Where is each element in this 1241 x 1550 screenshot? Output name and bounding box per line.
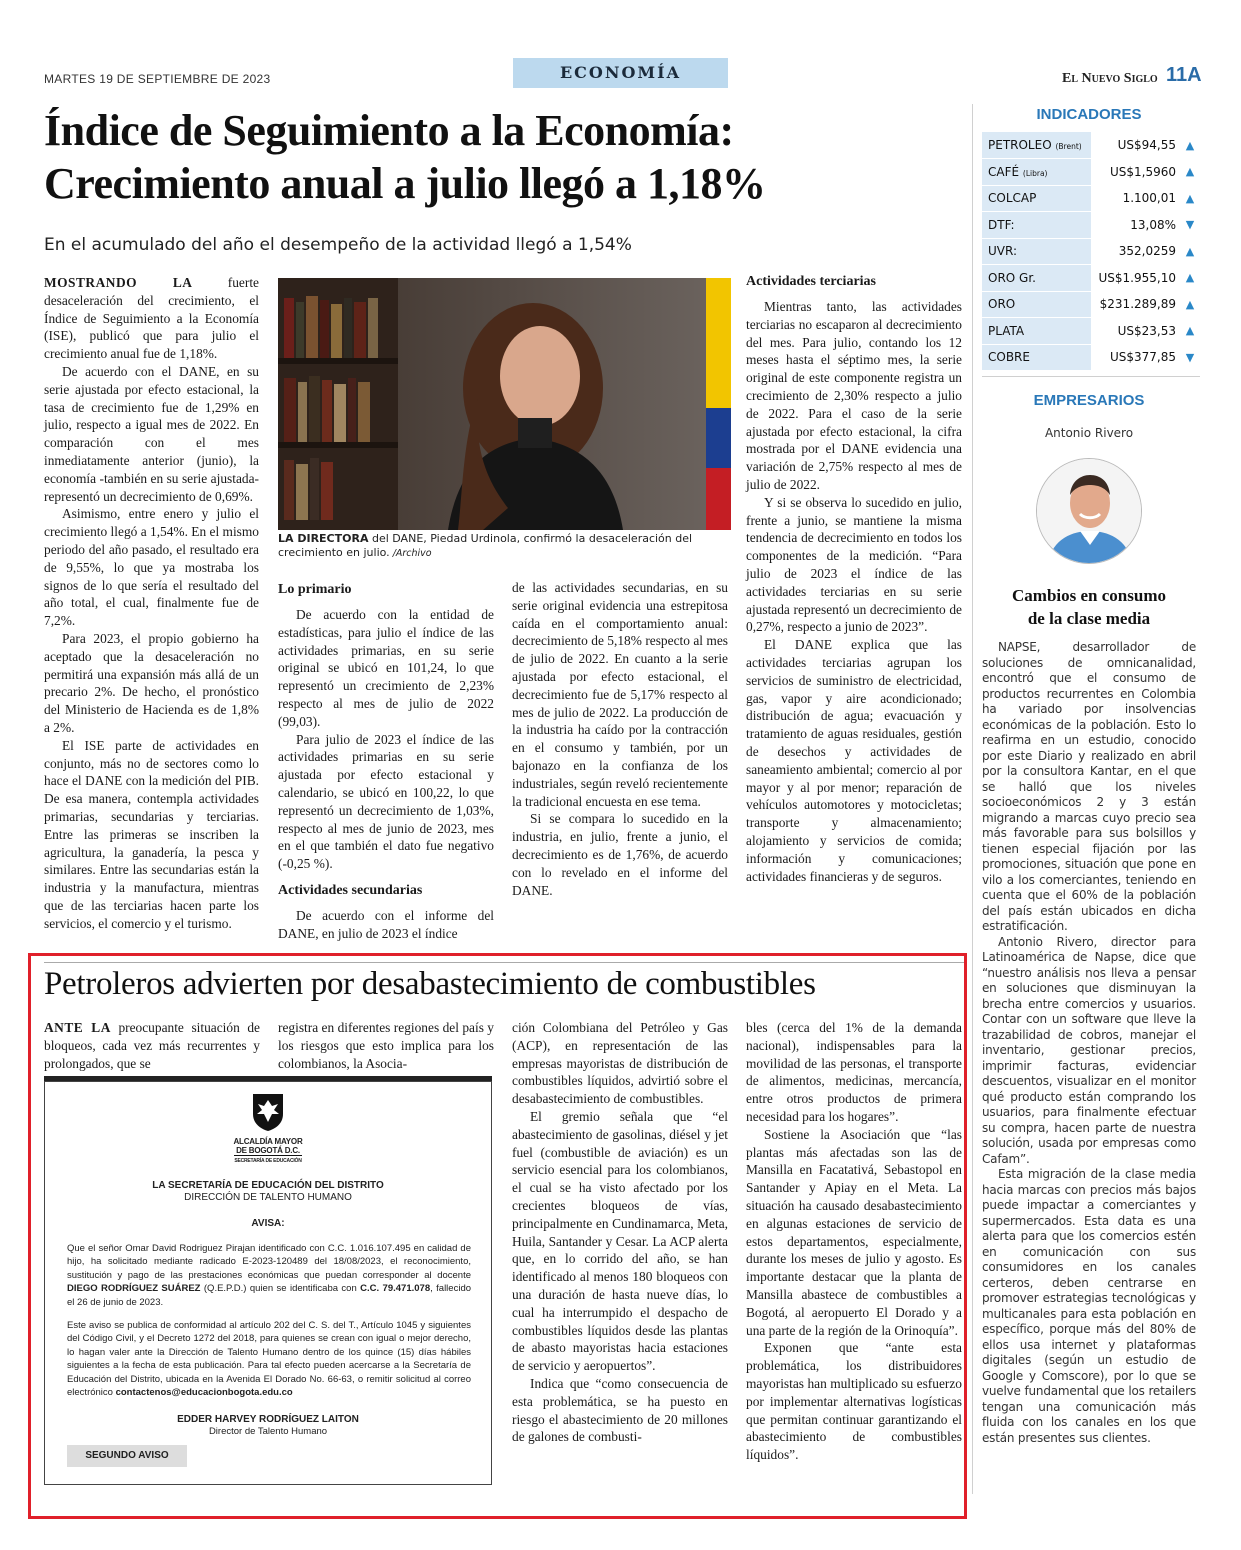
indicator-label: COLCAP: [988, 191, 1037, 206]
arrow-down-icon: ▼: [1180, 344, 1200, 371]
lead-in: ANTE LA: [44, 1020, 111, 1035]
newspaper-name: El Nuevo Siglo: [1062, 71, 1158, 86]
indicator-label: CAFÉ: [988, 164, 1020, 179]
ad-deceased-name: DIEGO RODRÍGUEZ SUÁREZ: [67, 1283, 201, 1295]
paragraph-text: fuerte desaceleración del crecimiento, el Índice de Seguimiento a la Economía (ISE), publicó que para julio el crecimiento anual fue de 1,18%.: [44, 275, 259, 362]
arrow-up-icon: ▲: [1180, 265, 1200, 292]
column-headline: [980, 584, 1198, 630]
paragraph: Antonio Rivero, director para Latinoamérica de Napse, dice que “nuestro análisis nos lleva a pensar en soluciones que disminuyan la brecha entre comercios y usuarios. Contar con un software que lleve la trazabilidad de cobros, manejar el inventario, gestionar precios, imprimir facturas, evidenciar descuentos, visualizar en el monitor qué producto están comprando los usuarios, para finalmente efectuar su compra, hacen parte de nuestra solución, usada por empresas como Cafam”.: [982, 934, 1196, 1166]
page-number: 11A: [1166, 64, 1202, 86]
ad-text: , fallecido el 26 de junio de 2023.: [67, 1283, 472, 1308]
photo-credit: /Archivo: [389, 548, 432, 559]
author-name: Antonio Rivero: [1044, 426, 1134, 440]
ad-organization: LA SECRETARÍA DE EDUCACIÓN DEL DISTRITO: [152, 1180, 384, 1191]
paragraph: de las actividades secundarias, en su serie original evidencia una estrepitosa caída en el comportamiento anual: decrecimiento de 5,18% respecto al mes de julio de 2022. En cuanto a la serie ajustada por efecto estacional, el decrecimiento fue de 5,17% respecto al mes de julio de 2022. La producción de la industria ha caído por la contracción en el consumo y también, por un bajonazo en la confianza de los industriales, según reveló recientemente la tradicional encuesta en ese tema.: [512, 580, 728, 809]
paragraph: Asimismo, entre enero y julio el crecimiento llegó a 1,54%. En el mismo periodo del año pasado, el resultado era de 9,55%, lo que ya mostraba los signos de lo que sería el resultado del año total, el cual, finalmente fue de 7,2%.: [44, 506, 259, 629]
paragraph: Si se compara lo sucedido en la industria, en julio, frente a junio, el decrecimiento es de 1,76%, de acuerdo con lo revelado en el informe del DANE.: [512, 811, 728, 898]
ad-text: Este aviso se publica de conformidad al artículo 202 del C. S. del T., Artículo 1045 y siguientes del Código Civil, y el Decreto 1272 del 2018, para quienes se crean con igual o mejor derecho, lo hagan valer ante la Dirección de Talento Humano dentro de los quince (15) días hábiles siguientes a la fecha de esta publicación. Para tal efecto pueden acercarse a la Secretaría de Educación del Distrito, ubicada en la Avenida El Dorado No. 66-63, o remitir solicitud al correo electrónico: [67, 1320, 471, 1399]
paragraph: Y si se observa lo sucedido en julio, frente a junio, se mantiene la misma tendencia de decrecimiento en todos los componentes de la medición. “Para julio de 2023 el índice de las actividades terciarias en su serie ajustada representó un decrecimiento de 0,27%, respecto a junio de 2023”.: [746, 494, 962, 635]
indicator-row: [982, 185, 1200, 212]
article2-column-4: [746, 1019, 962, 1464]
indicator-note: (Brent): [1055, 142, 1082, 151]
indicator-name: [982, 212, 1091, 239]
article2-headline: Petroleros advierten por desabastecimiento de combustibles: [44, 966, 816, 1002]
ad-paragraph-2: [67, 1319, 471, 1399]
article2-column-1: [44, 1019, 260, 1072]
indicator-label: UVR:: [988, 244, 1018, 259]
arrow-up-icon: ▲: [1180, 132, 1200, 159]
paragraph: [44, 1019, 260, 1072]
indicator-row: [982, 238, 1200, 265]
ad-deceased-id: C.C. 79.471.078: [360, 1283, 431, 1295]
indicator-label: COBRE: [988, 350, 1030, 365]
indicator-label: PLATA: [988, 323, 1025, 338]
indicator-label: ORO: [988, 297, 1016, 312]
article-column-2: [278, 576, 494, 943]
paragraph: Esta migración de la clase media hacia marcas con precios más bajos puede impactar a comerciantes y supermercados. Esta data es una alerta para que los comercios estén en comunicación con sus consumidores en los canales certeros, deben centrarse en promover estrategias tecnológicas y multicanales para esta población en específico, porque más del 80% de ellos usa internet y plataformas digitales (según un estudio de Google y Comscore), por lo que se vuelve fundamental que los retailers tengan una comunicación más fluida con los canales en los que están presentes sus clientes.: [982, 1167, 1196, 1445]
ad-avisa: AVISA:: [251, 1218, 285, 1229]
indicator-value: 1.100,01: [1091, 185, 1180, 212]
ad-notice-badge: SEGUNDO AVISO: [67, 1445, 187, 1467]
ad-paragraph-1: [67, 1242, 471, 1309]
subheadline: En el acumulado del año el desempeño de la actividad llegó a 1,54%: [44, 235, 632, 255]
column-body: [982, 640, 1196, 1446]
paragraph: Indica que “como consecuencia de esta problemática, se ha puesto en riesgo el abastecimiento de 20 millones de galones de combusti-: [512, 1375, 728, 1445]
indicator-name: [982, 265, 1091, 292]
logo-line: ALCALDÍA MAYOR: [233, 1137, 303, 1146]
arrow-up-icon: ▲: [1180, 159, 1200, 186]
indicator-row: [982, 318, 1200, 345]
paragraph: bles (cerca del 1% de la demanda nacional), indispensables para la movilidad de las personas, el transporte de alimentos, medicinas, mercancía, entre otros productos de primera necesidad para los hogares”.: [746, 1020, 962, 1124]
arrow-down-icon: ▼: [1180, 212, 1200, 239]
sidebar-divider: [972, 104, 973, 1494]
arrow-up-icon: ▲: [1180, 238, 1200, 265]
coat-of-arms-icon: [251, 1092, 285, 1132]
paragraph: Sostiene la Asociación que “las plantas más afectadas son las de Mansilla en Facatativá, Sebastopol en Santander y Apiay en el Meta. La situación ha causado desabastecimiento en algunas estaciones de servicio de estos departamentos, especialmente, durante los meses de julio y agosto. Es importante destacar que la planta de Mansilla abastece de combustibles a Bogotá, al aeropuerto El Dorado y a una parte de la región de la Orinoquía”.: [746, 1126, 962, 1338]
paragraph: De acuerdo con el DANE, en su serie ajustada por efecto estacional, la tasa de crecimiento fue de 1,29% en julio, respecto a igual mes de 2022. En comparación con el mes inmediatamente anterior (junio), la economía -también en su serie ajustada- representó un decrecimiento de 0,69%.: [44, 363, 259, 504]
column-headline-line-2: de la clase media: [1027, 609, 1151, 628]
caption-text: del DANE, Piedad Urdinola, confirmó la desaceleración del crecimiento en julio.: [278, 532, 693, 559]
indicator-name: [982, 159, 1091, 186]
indicators-title: INDICADORES: [1036, 106, 1142, 123]
paragraph: [44, 274, 259, 363]
indicator-value: 352,0259: [1091, 238, 1180, 265]
bogota-logo: [45, 1092, 491, 1137]
empresarios-title: EMPRESARIOS: [1033, 392, 1145, 409]
ad-email: contactenos@educacionbogota.edu.co: [115, 1387, 293, 1399]
indicator-row: [982, 132, 1200, 159]
ad-text: (Q.E.P.D.) quien se identificaba con: [200, 1283, 361, 1295]
section-banner: ECONOMÍA: [513, 58, 728, 88]
paragraph: El gremio señala que “el abastecimiento de gasolinas, diésel y jet fuel (combustible de aviación) es un servicio esencial para los colombianos, el cual se ha visto afectado por los crecientes bloqueos de vías, principalmente en Cundinamarca, Meta, Huila, Santander y Cesar. La ACP alerta que, en lo corrido del año, se han identificado al menos 180 bloqueos con una duración de hasta nueve días, lo cual ha interrumpido el despacho de combustibles líquidos desde las plantas de abasto mayoristas hacia estaciones de servicio y aeropuertos”.: [512, 1108, 728, 1374]
article-column-4: [746, 274, 962, 885]
indicator-row: [982, 159, 1200, 186]
indicator-label: ORO Gr.: [988, 270, 1036, 285]
indicator-name: [982, 185, 1091, 212]
public-notice-ad: [44, 1081, 492, 1485]
ad-department: DIRECCIÓN DE TALENTO HUMANO: [184, 1192, 352, 1203]
indicator-name: [982, 132, 1091, 159]
indicator-value: US$1,5960: [1091, 159, 1180, 186]
indicator-row: [982, 291, 1200, 318]
indicator-label: PETROLEO: [988, 138, 1052, 152]
indicator-row: [982, 212, 1200, 239]
paragraph: ción Colombiana del Petróleo y Gas (ACP), en representación de las empresas mayoristas de distribución de combustibles líquidos, advirtió sobre el desabastecimiento de combustibles.: [512, 1020, 728, 1107]
paragraph-text: preocupante situación de bloqueos, cada vez más recurrentes y prolongados, que se: [44, 1020, 260, 1071]
ad-signer-role: Director de Talento Humano: [208, 1426, 328, 1437]
indicator-value: US$1.955,10: [1091, 265, 1180, 292]
divider: [982, 376, 1200, 377]
paragraph: Para julio de 2023 el índice de las actividades primarias en su serie ajustada por efecto estacional y calendario, se ubicó en 100,22, lo que representó un decrecimiento de 1,03%, respecto al mes de junio de 2023, mes en el que también el dato fue negativo (-0,25 %).: [278, 731, 494, 872]
paragraph: El ISE parte de actividades en conjunto, más no de sectores como lo hace el DANE con la medición del PIB. De esa manera, contempla actividades primarias, secundarias y terciarias. Entre las primeras se inscriben la agricultura, la ganadería, la pesca y similares. Entre las secundarias están la industria y la manufactura, mientras que de las terciarias hacen parte los servicios, el comercio y el turismo.: [44, 737, 259, 931]
article2-column-2: [278, 1019, 494, 1072]
main-headline: [44, 104, 964, 210]
ad-text: Que el señor Omar David Rodriguez Pirajan identificado con C.C. 1.016.107.495 en calidad de hijo, ha solicitado mediante radicado E-2023-120489 del 18/08/2023, el reconocimiento, sustitución y pago de las prestaciones económicas que puedan corresponder al docente: [67, 1243, 471, 1281]
page-date: MARTES 19 DE SEPTIEMBRE DE 2023: [44, 72, 271, 86]
photo-caption: [278, 532, 731, 561]
indicator-value: US$23,53: [1091, 318, 1180, 345]
lead-in: MOSTRANDO LA: [44, 275, 193, 290]
indicator-row: [982, 265, 1200, 292]
indicator-value: 13,08%: [1091, 212, 1180, 239]
ad-signer: EDDER HARVEY RODRÍGUEZ LAITON: [177, 1414, 359, 1425]
section-heading: Actividades secundarias: [278, 882, 423, 898]
indicator-note: (Libra): [1022, 168, 1048, 178]
article-column-1: [44, 274, 259, 932]
paragraph: registra en diferentes regiones del país y los riesgos que esto implica para los colombianos, la Asocia-: [278, 1020, 494, 1071]
caption-lead: LA DIRECTORA: [278, 532, 369, 545]
indicator-name: [982, 238, 1091, 265]
arrow-up-icon: ▲: [1180, 291, 1200, 318]
section-heading: Actividades terciarias: [746, 274, 876, 289]
column-headline-line-1: Cambios en consumo: [1012, 586, 1166, 605]
indicator-value: $231.289,89: [1091, 291, 1180, 318]
paragraph: Mientras tanto, las actividades terciarias no escaparon al decrecimiento del mes. Para julio, contando los 12 meses hasta el séptimo mes, la serie original de este componente registra un crecimiento de 2,30% respecto a julio de 2022. Para el caso de la serie ajustada por efecto estacional, la cifra mostrada por el DANE evidencia una variación de 2,75% respecto al mes de julio de 2022.: [746, 299, 962, 492]
indicator-value: US$94,55: [1091, 132, 1180, 159]
director-photo-illustration: [278, 278, 731, 530]
paragraph: El DANE explica que las actividades terciarias agrupan los servicios de suministro de electricidad, gas, vapor y aire acondicionado; distribución de agua; evacuación y tratamiento de aguas residuales, gestión de desechos y actividades de saneamiento ambiental; comercio al por mayor y al por menor; reparación de vehículos automotores y motocicletas; transporte y almacenamiento; alojamiento y servicios de comida; información y comunicaciones; actividades financieras y de seguros.: [746, 637, 962, 884]
section-heading: Lo primario: [278, 582, 352, 597]
paragraph: De acuerdo con la entidad de estadísticas, para julio el índice de las actividades primarias, en su serie original se ubicó en 101,24, lo que representó un crecimiento de 2,23% respecto al mes de julio de 2022 (99,03).: [278, 607, 494, 729]
article-column-3: [512, 579, 728, 899]
indicator-name: [982, 291, 1091, 318]
logo-line: DE BOGOTÁ D.C.: [236, 1146, 300, 1155]
paragraph: Para 2023, el propio gobierno ha aceptado que la desaceleración no permitirá una expansión más allá de un precario 2%. De hecho, el pronóstico del Ministerio de Hacienda es de 1,8% a 2%.: [44, 630, 259, 735]
logo-text: [45, 1137, 491, 1166]
indicator-value: US$377,85: [1091, 344, 1180, 371]
arrow-up-icon: ▲: [1180, 185, 1200, 212]
author-portrait: [1036, 458, 1142, 564]
article-photo: [278, 278, 731, 530]
article2-column-3: [512, 1019, 728, 1446]
paragraph: De acuerdo con el informe del DANE, en julio de 2023 el índice: [278, 907, 494, 941]
headline-line-2: Crecimiento anual a julio llegó a 1,18%: [44, 159, 766, 208]
indicator-name: [982, 318, 1091, 345]
paragraph: Exponen que “ante esta problemática, los distribuidores mayoristas han multiplicado su esfuerzo por implementar alternativas logísticas que permitan continuar garantizando el abastecimiento de combustibles líquidos”.: [746, 1340, 962, 1463]
portrait-illustration: [1037, 459, 1142, 564]
paragraph: NAPSE, desarrollador de soluciones de omnicanalidad, encontró que el consumo de productos recurrentes en Colombia ha variado por insolvencias económicas de la población. Esto lo reafirma en un estudio, conocido por este Diario y realizado en abril por la consultora Kantar, en el que se halló que los niveles socioeconómicos 2 y 3 están migrando a marcas cuyo precio sea más favorable para sus bolsillos y tienen especial fijación por las promociones, situación que pone en vilo a los comerciantes, teniendo en cuenta que el 60% de la población del país están ubicados en dicha estratificación.: [982, 640, 1196, 933]
indicator-row: [982, 344, 1200, 371]
indicator-label: DTF:: [988, 217, 1015, 232]
divider: [44, 962, 964, 963]
headline-line-1: Índice de Seguimiento a la Economía:: [44, 106, 734, 155]
arrow-up-icon: ▲: [1180, 318, 1200, 345]
indicator-name: [982, 344, 1091, 371]
logo-line: SECRETARÍA DE EDUCACIÓN: [234, 1155, 301, 1166]
indicators-table: [982, 132, 1200, 371]
